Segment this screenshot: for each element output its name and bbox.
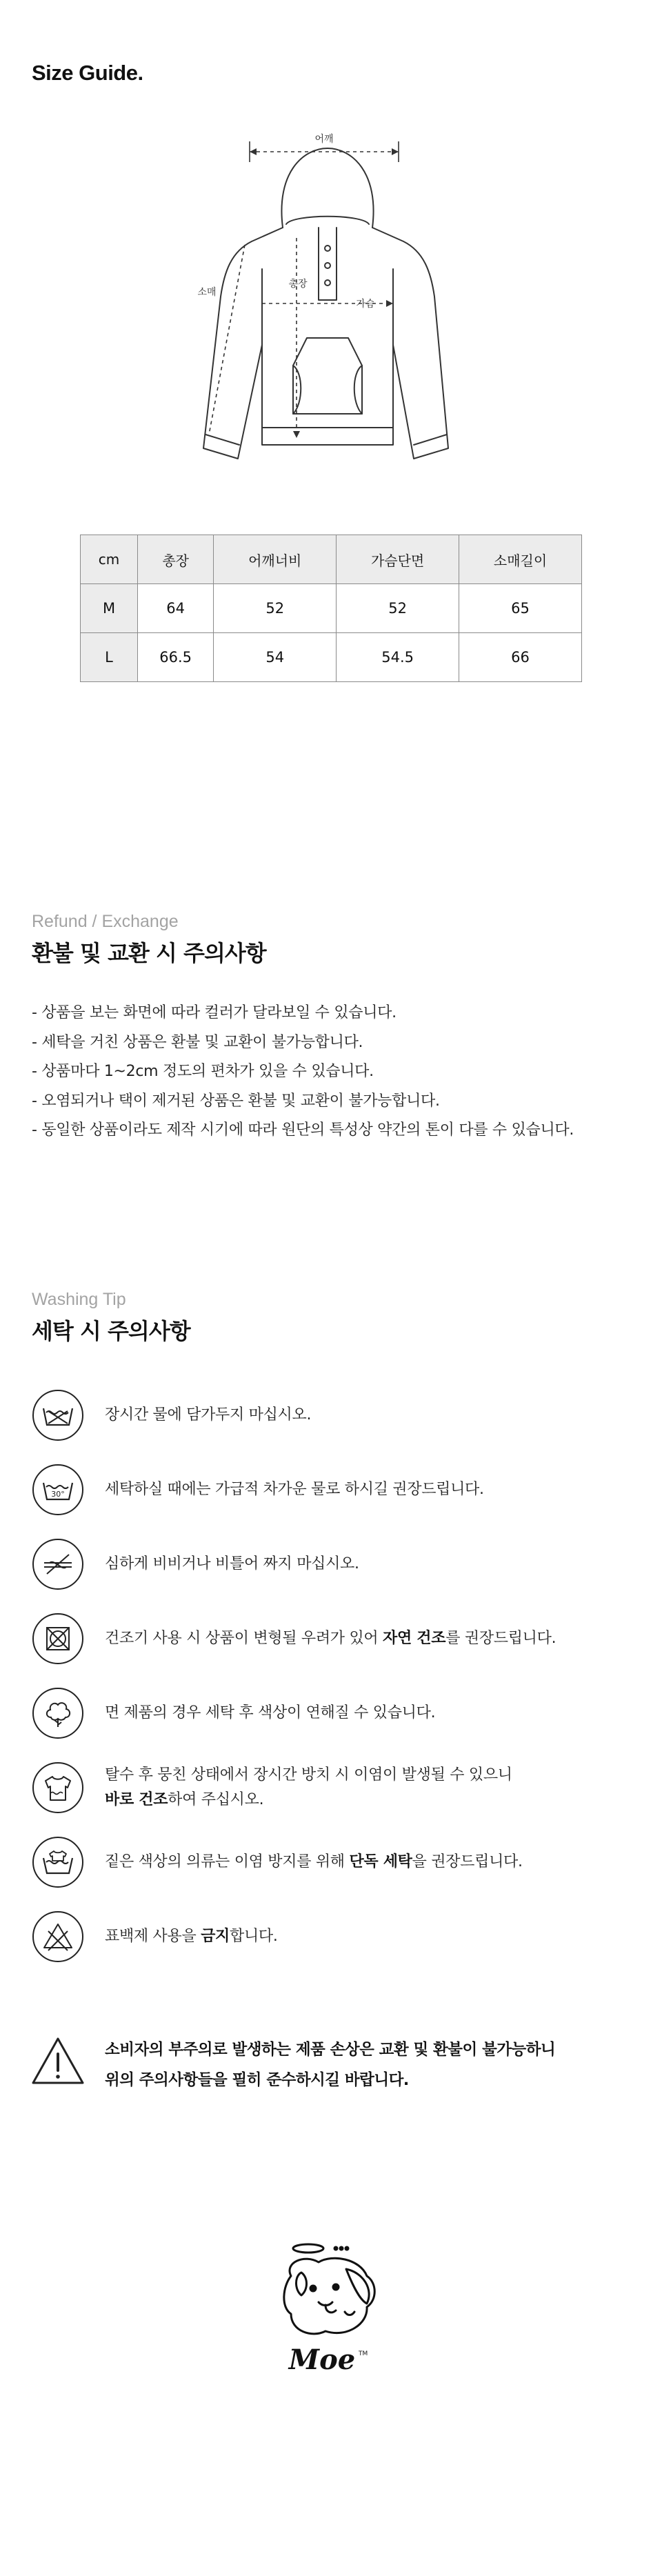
- list-item: - 상품마다 1~2cm 정도의 편차가 있을 수 있습니다.: [32, 1063, 374, 1080]
- no-tumble-dry-icon: [32, 1613, 84, 1665]
- svg-text:30°: 30°: [51, 1490, 65, 1499]
- refund-title: 환불 및 교환 시 주의사항: [32, 940, 266, 966]
- table-cell: 54: [214, 633, 337, 682]
- wash-tip-text: 탈수 후 뭉친 상태에서 장시간 방치 시 이염이 발생될 수 있으니 바로 건조하여 주십시오.: [105, 1766, 512, 1808]
- brand-logo: [270, 2235, 394, 2386]
- wash-tip-text: 면 제품의 경우 세탁 후 색상이 연해질 수 있습니다.: [105, 1704, 436, 1721]
- table-cell: 64: [138, 584, 214, 633]
- list-item: - 동일한 상품이라도 제작 시기에 따라 원단의 특성상 약간의 톤이 다를 수 있습니다.: [32, 1121, 574, 1139]
- size-table-header: 총장: [138, 535, 214, 584]
- list-item: [32, 1687, 639, 1741]
- diagram-label-chest: 가슴: [356, 299, 375, 310]
- table-row: [81, 584, 582, 633]
- table-row: [81, 633, 582, 682]
- table-cell: 66: [459, 633, 582, 682]
- list-item: [32, 1910, 639, 1964]
- no-bleach-icon: [32, 1910, 84, 1963]
- table-cell: 52: [337, 584, 459, 633]
- washing-subtitle: Washing Tip: [32, 1290, 126, 1309]
- table-cell: 66.5: [138, 633, 214, 682]
- size-table-header: 소매길이: [459, 535, 582, 584]
- dry-shirt-icon: [32, 1761, 84, 1814]
- diagram-label-sleeve: 소매: [197, 287, 217, 298]
- size-table-header: cm: [81, 535, 138, 584]
- wash-tip-text: 짙은 색상의 의류는 이염 방지를 위해 단독 세탁을 권장드립니다.: [105, 1853, 523, 1870]
- table-cell: 65: [459, 584, 582, 633]
- list-item: - 상품을 보는 화면에 따라 컬러가 달라보일 수 있습니다.: [32, 1004, 397, 1021]
- table-cell-size: L: [81, 633, 138, 682]
- size-table-header: 어깨너비: [214, 535, 337, 584]
- cotton-icon: [32, 1687, 84, 1739]
- size-guide-title: Size Guide.: [32, 61, 143, 85]
- table-cell: 54.5: [337, 633, 459, 682]
- list-item: [32, 1836, 639, 1890]
- no-wring-icon: [32, 1538, 84, 1590]
- list-item: - 세탁을 거친 상품은 환불 및 교환이 불가능합니다.: [32, 1033, 363, 1051]
- size-table-header: 가슴단면: [337, 535, 459, 584]
- list-item: [32, 1538, 639, 1592]
- wash-tip-text: 건조기 사용 시 상품이 변형될 우려가 있어 자연 건조를 권장드립니다.: [105, 1630, 556, 1647]
- diagram-label-length: 총장: [288, 279, 308, 290]
- wash-tip-text: 장시간 물에 담가두지 마십시오.: [105, 1406, 312, 1424]
- logo-tm: TM: [359, 2350, 368, 2357]
- warning-icon: [30, 2035, 86, 2087]
- wash-tip-text: 심하게 비비거나 비틀어 짜지 마십시오.: [105, 1555, 359, 1572]
- size-table-header-row: [81, 535, 582, 584]
- list-item: [32, 1389, 639, 1443]
- refund-subtitle: Refund / Exchange: [32, 912, 179, 931]
- cold-wash-icon: [32, 1464, 84, 1516]
- wash-tip-text: 표백제 사용을 금지합니다.: [105, 1928, 278, 1945]
- list-item: [32, 1464, 639, 1517]
- wash-tip-text: 세탁하실 때에는 가급적 차가운 물로 하시길 권장드립니다.: [105, 1481, 484, 1498]
- washing-title: 세탁 시 주의사항: [32, 1318, 190, 1344]
- table-cell-size: M: [81, 584, 138, 633]
- table-cell: 52: [214, 584, 337, 633]
- warning-notice: 소비자의 부주의로 발생하는 제품 손상은 교환 및 환불이 불가능하니 위의 주의사항들을 필히 준수하시길 바랍니다.: [105, 2041, 556, 2089]
- hoodie-size-diagram: [166, 131, 483, 490]
- no-soak-icon: [32, 1389, 84, 1441]
- separate-wash-icon: [32, 1836, 84, 1888]
- list-item: [32, 1761, 639, 1815]
- size-table: [80, 535, 582, 682]
- logo-wordmark: Moe: [288, 2344, 356, 2376]
- refund-notes-list: [32, 999, 574, 1146]
- list-item: - 오염되거나 택이 제거된 상품은 환불 및 교환이 불가능합니다.: [32, 1092, 440, 1110]
- list-item: [32, 1613, 639, 1666]
- diagram-label-shoulder: 어깨: [314, 134, 334, 145]
